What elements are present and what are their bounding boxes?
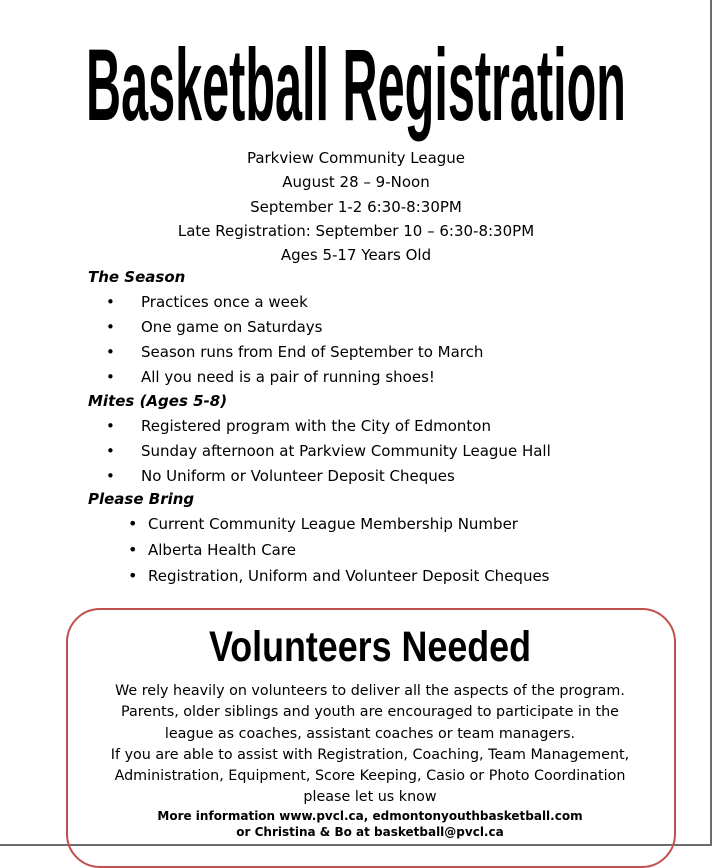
list-item: • Current Community League Membership Number: [0, 511, 712, 537]
date-line-1: August 28 – 9-Noon: [282, 173, 430, 192]
volunteers-title: Volunteers Needed: [208, 623, 531, 671]
volunteers-line: We rely heavily on volunteers to deliver all the aspects of the program.: [115, 683, 625, 699]
bullet-icon: •: [106, 368, 115, 386]
page-title: Basketball Registration: [85, 27, 627, 143]
more-info-line: More information www.pvcl.ca, edmontonyouthbasketball.com: [157, 809, 583, 823]
bullet-icon: •: [106, 417, 115, 435]
contact-line: or Christina & Bo at basketball@pvcl.ca: [236, 825, 504, 839]
contact-info: [70, 808, 670, 840]
bullet-icon: •: [106, 293, 115, 311]
bullet-icon: •: [106, 467, 115, 485]
list-item: • Registered program with the City of Edmonton: [0, 414, 712, 439]
volunteers-line: If you are able to assist with Registration, Coaching, Team Management,: [110, 746, 630, 763]
title-banner: [0, 14, 712, 144]
volunteers-line: league as coaches, assistant coaches or team managers.: [164, 725, 576, 742]
bullet-icon: •: [106, 442, 115, 460]
list-item: • Registration, Uniform and Volunteer Deposit Cheques: [0, 563, 712, 589]
volunteers-banner: [0, 620, 712, 672]
volunteers-body: [70, 681, 670, 809]
bring-list: [0, 511, 712, 589]
bring-heading: Please Bring: [88, 490, 195, 508]
bullet-icon: •: [106, 343, 115, 361]
event-details: [0, 146, 712, 267]
list-item: • Practices once a week: [0, 290, 712, 315]
volunteers-line: Administration, Equipment, Score Keeping, Casio or Photo Coordination: [114, 768, 626, 785]
list-item: • Alberta Health Care: [0, 537, 712, 563]
bullet-icon: •: [106, 318, 115, 336]
late-registration-line: Late Registration: September 10 – 6:30-8:30PM: [177, 221, 535, 240]
season-heading: The Season: [88, 268, 186, 286]
list-item: • No Uniform or Volunteer Deposit Cheques: [0, 464, 712, 489]
list-item: • All you need is a pair of running shoes!: [0, 365, 712, 390]
ages-line: Ages 5-17 Years Old: [280, 246, 432, 265]
mites-heading: Mites (Ages 5-8): [88, 392, 228, 410]
league-name: Parkview Community League: [246, 149, 466, 167]
list-item: • One game on Saturdays: [0, 315, 712, 340]
date-line-2: September 1-2 6:30-8:30PM: [250, 197, 462, 216]
volunteers-line: please let us know: [303, 789, 437, 806]
volunteers-line: Parents, older siblings and youth are encouraged to participate in the: [121, 704, 619, 721]
season-list: [0, 290, 712, 390]
list-item: • Sunday afternoon at Parkview Community League Hall: [0, 439, 712, 464]
bullet-icon: •: [128, 566, 138, 585]
bullet-icon: •: [128, 540, 138, 559]
volunteers-wordart: [0, 620, 712, 672]
mites-list: [0, 414, 712, 489]
title-wordart: [0, 14, 712, 144]
bullet-icon: •: [128, 514, 138, 533]
list-item: • Season runs from End of September to March: [0, 340, 712, 365]
